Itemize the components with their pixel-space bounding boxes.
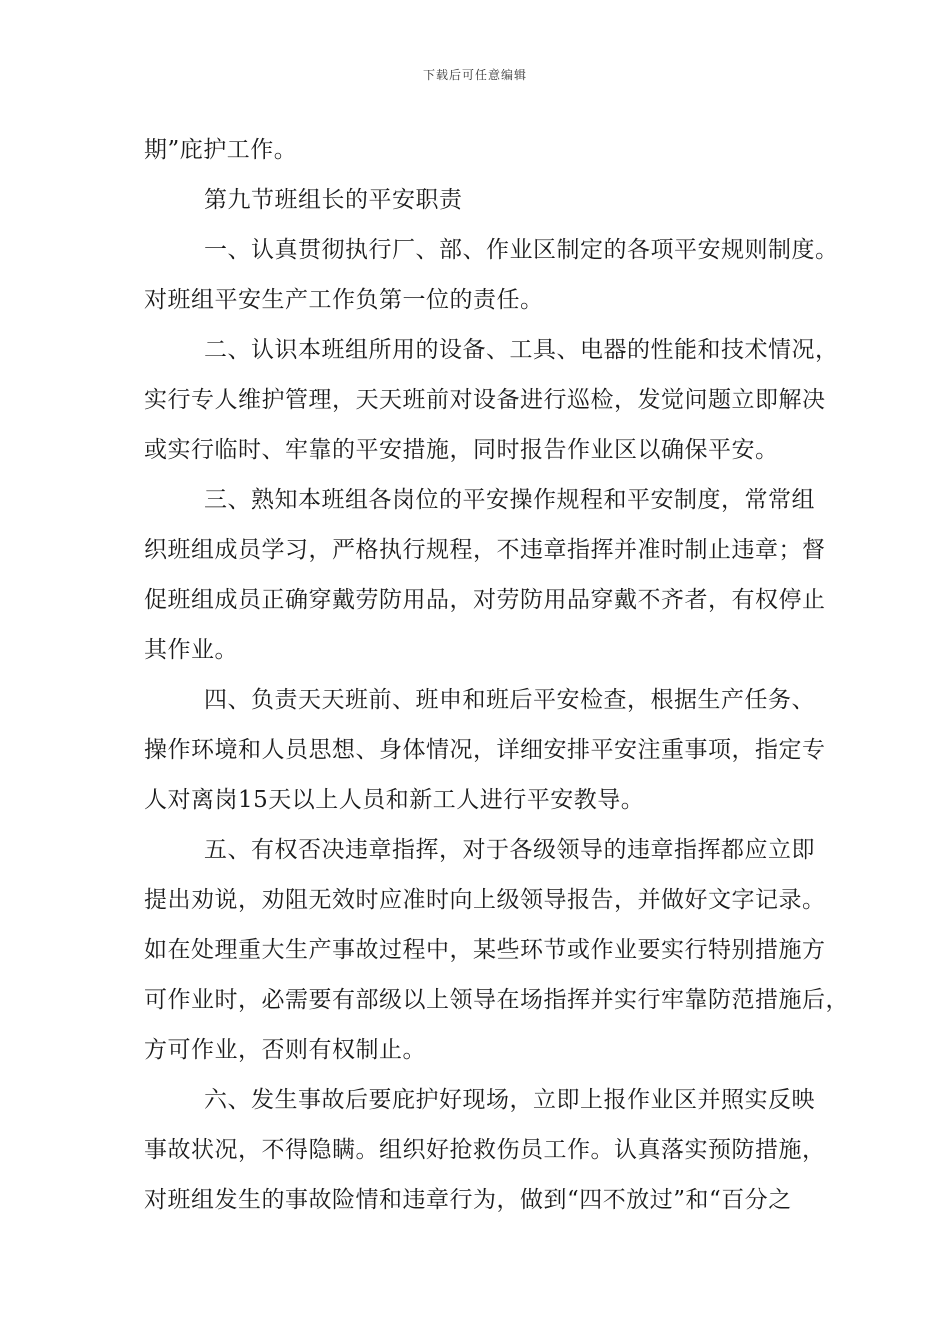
text-line: 对班组发生的事故险情和违章行为，做到“四不放过”和“百分之 [144,1187,792,1213]
text-line: 操作环境和人员思想、身体情况，详细安排平安注重事项，指定专 [144,737,826,763]
text-line: 如在处理重大生产事故过程中，某些环节或作业要实行特别措施方 [144,937,826,963]
text-line: 其作业。 [144,637,238,663]
text-line: 可作业时，必需要有部级以上领导在场指挥并实行牢靠防范措施后， [144,987,849,1013]
text-line: 织班组成员学习，严格执行规程，不违章指挥并准时制止违章；督 [144,537,826,563]
text-line: 提出劝说，劝阻无效时应准时向上级领导报告，并做好文字记录。 [144,887,826,913]
text-line: 促班组成员正确穿戴劳防用品，对劳防用品穿戴不齐者，有权停止 [144,587,826,613]
text-line: 事故状况，不得隐瞒。组织好抢救伤员工作。认真落实预防措施， [144,1137,826,1163]
text-line: 或实行临时、牢靠的平安措施，同时报告作业区以确保平安。 [144,437,779,463]
text-line: 期”庇护工作。 [144,137,298,163]
text-line: 三、熟知本班组各岗位的平安操作规程和平安制度，常常组 [204,487,815,513]
text-line: 人对离岗15天以上人员和新工人进行平安教导。 [144,787,645,813]
text-line: 方可作业，否则有权制止。 [144,1037,426,1063]
page-header-note: 下载后可任意编辑 [422,68,527,82]
text-line: 二、认识本班组所用的设备、工具、电器的性能和技术情况， [204,337,839,363]
text-line: 实行专人维护管理，天天班前对设备进行巡检，发觉问题立即解决 [144,387,826,413]
text-line: 六、发生事故后要庇护好现场，立即上报作业区并照实反映 [204,1087,815,1113]
text-line: 对班组平安生产工作负第一位的责任。 [144,287,544,313]
text-line: 四、负责天天班前、班申和班后平安检查，根据生产任务、 [204,687,815,713]
text-line: 五、有权否决违章指挥，对于各级领导的违章指挥都应立即 [204,837,815,863]
text-line: 第九节班组长的平安职责 [204,187,463,213]
text-line: 一、认真贯彻执行厂、部、作业区制定的各项平安规则制度。 [204,237,839,263]
